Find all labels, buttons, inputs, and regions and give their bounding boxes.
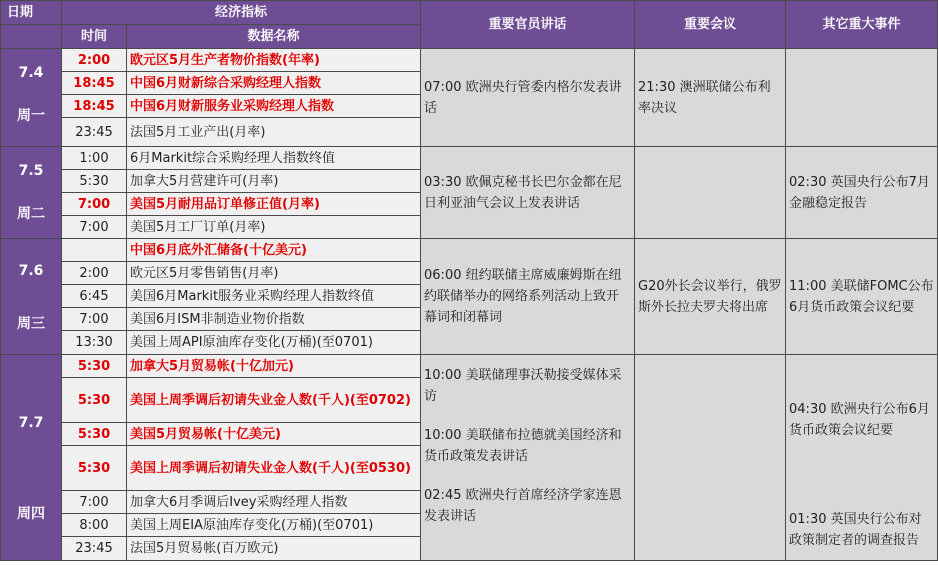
speeches-entry: 07:00 欧洲央行管委内格尔发表讲话 — [424, 79, 622, 116]
time-cell: 13:30 — [62, 331, 127, 355]
time-cell: 18:45 — [62, 72, 127, 95]
speeches-entry: 10:00 美联储布拉德就美国经济和货币政策发表讲话 — [424, 428, 622, 464]
day-cell — [1, 147, 62, 239]
indicator-cell: 法国5月贸易帐(百万欧元) — [127, 537, 421, 561]
speeches-header: 重要官员讲话 — [421, 1, 635, 49]
indicator-cell: 加拿大6月季调后Ivey采购经理人指数 — [127, 491, 421, 514]
indicator-cell: 法国5月工业产出(月率) — [127, 118, 421, 147]
table-row — [1, 147, 938, 170]
other-cell — [786, 147, 938, 239]
indicator-cell: 加拿大5月贸易帐(十亿加元) — [127, 355, 421, 378]
indicator-cell: 欧元区5月零售销售(月率) — [127, 262, 421, 285]
day-weekday: 周四 — [17, 506, 45, 522]
speeches-entry: 10:00 美联储理事沃勒接受媒体采访 — [424, 368, 622, 404]
indicator-cell: 中国6月财新综合采购经理人指数 — [127, 72, 421, 95]
speeches-cell — [421, 239, 635, 355]
time-cell: 2:00 — [62, 262, 127, 285]
indicator-cell: 6月Markit综合采购经理人指数终值 — [127, 147, 421, 170]
time-cell — [62, 239, 127, 262]
indicator-cell: 美国6月ISM非制造业物价指数 — [127, 308, 421, 331]
indicator-cell: 欧元区5月生产者物价指数(年率) — [127, 49, 421, 72]
other-cell — [786, 239, 938, 355]
meetings-cell — [635, 147, 786, 239]
time-cell: 7:00 — [62, 491, 127, 514]
day-weekday: 周三 — [17, 316, 45, 332]
day-date: 7.4 — [18, 65, 44, 81]
other-entry: 11:00 美联储FOMC公布6月货币政策会议纪要 — [789, 278, 934, 315]
meetings-entry: G20外长会议举行，俄罗斯外长拉夫罗夫将出席 — [638, 278, 782, 315]
economic-indicators-header: 经济指标 — [62, 1, 421, 25]
time-cell: 7:00 — [62, 193, 127, 216]
table-row — [1, 49, 938, 72]
day-cell — [1, 49, 62, 147]
time-cell: 6:45 — [62, 285, 127, 308]
day-date: 7.6 — [18, 263, 44, 279]
other-cell — [786, 355, 938, 561]
time-header: 时间 — [62, 25, 127, 49]
time-cell: 5:30 — [62, 378, 127, 423]
meetings-header: 重要会议 — [635, 1, 786, 49]
indicator-cell: 美国6月Markit服务业采购经理人指数终值 — [127, 285, 421, 308]
indicator-cell: 加拿大5月营建许可(月率) — [127, 170, 421, 193]
indicator-cell: 美国上周季调后初请失业金人数(千人)(至0530) — [127, 446, 421, 491]
time-cell: 5:30 — [62, 423, 127, 446]
other-events-header: 其它重大事件 — [786, 1, 938, 49]
indicator-cell: 美国5月耐用品订单修正值(月率) — [127, 193, 421, 216]
date-header: 日期 — [1, 1, 62, 25]
indicator-cell: 美国上周API原油库存变化(万桶)(至0701) — [127, 331, 421, 355]
speeches-entry: 03:30 欧佩克秘书长巴尔金都在尼日利亚油气会议上发表讲话 — [424, 174, 622, 211]
indicator-cell: 美国上周季调后初请失业金人数(千人)(至0702) — [127, 378, 421, 423]
speeches-entry: 06:00 纽约联储主席威廉姆斯在纽约联储举办的网络系列活动上致开幕词和闭幕词 — [424, 268, 622, 325]
indicator-cell: 美国5月工厂订单(月率) — [127, 216, 421, 239]
other-cell — [786, 49, 938, 147]
day-date: 7.7 — [18, 415, 44, 431]
time-cell: 8:00 — [62, 514, 127, 537]
speeches-cell — [421, 355, 635, 561]
day-date: 7.5 — [18, 163, 44, 179]
other-entry: 04:30 欧洲央行公布6月货币政策会议纪要 — [789, 402, 930, 438]
meetings-cell — [635, 49, 786, 147]
speeches-cell — [421, 49, 635, 147]
time-cell: 7:00 — [62, 308, 127, 331]
time-cell: 5:30 — [62, 355, 127, 378]
time-cell: 7:00 — [62, 216, 127, 239]
time-cell: 23:45 — [62, 537, 127, 561]
day-cell — [1, 239, 62, 355]
other-entry: 02:30 英国央行公布7月金融稳定报告 — [789, 174, 930, 211]
day-cell — [1, 355, 62, 561]
time-cell: 23:45 — [62, 118, 127, 147]
other-entry: 01:30 英国央行公布对政策制定者的调查报告 — [789, 512, 922, 548]
day-weekday: 周二 — [17, 206, 45, 222]
indicator-cell: 美国上周EIA原油库存变化(万桶)(至0701) — [127, 514, 421, 537]
table-row — [1, 355, 938, 378]
indicator-cell: 美国5月贸易帐(十亿美元) — [127, 423, 421, 446]
day-weekday: 周一 — [17, 108, 45, 124]
meetings-cell — [635, 355, 786, 561]
time-cell: 1:00 — [62, 147, 127, 170]
time-cell: 5:30 — [62, 170, 127, 193]
meetings-entry: 21:30 澳洲联储公布利率决议 — [638, 79, 771, 116]
time-cell: 2:00 — [62, 49, 127, 72]
table-row — [1, 239, 938, 262]
date-subheader-blank — [1, 25, 62, 49]
calendar-body — [1, 49, 938, 561]
speeches-cell — [421, 147, 635, 239]
time-cell: 5:30 — [62, 446, 127, 491]
meetings-cell — [635, 239, 786, 355]
time-cell: 18:45 — [62, 95, 127, 118]
speeches-entry: 02:45 欧洲央行首席经济学家连恩发表讲话 — [424, 488, 622, 524]
data-name-header: 数据名称 — [127, 25, 421, 49]
indicator-cell: 中国6月财新服务业采购经理人指数 — [127, 95, 421, 118]
indicator-cell: 中国6月底外汇储备(十亿美元) — [127, 239, 421, 262]
